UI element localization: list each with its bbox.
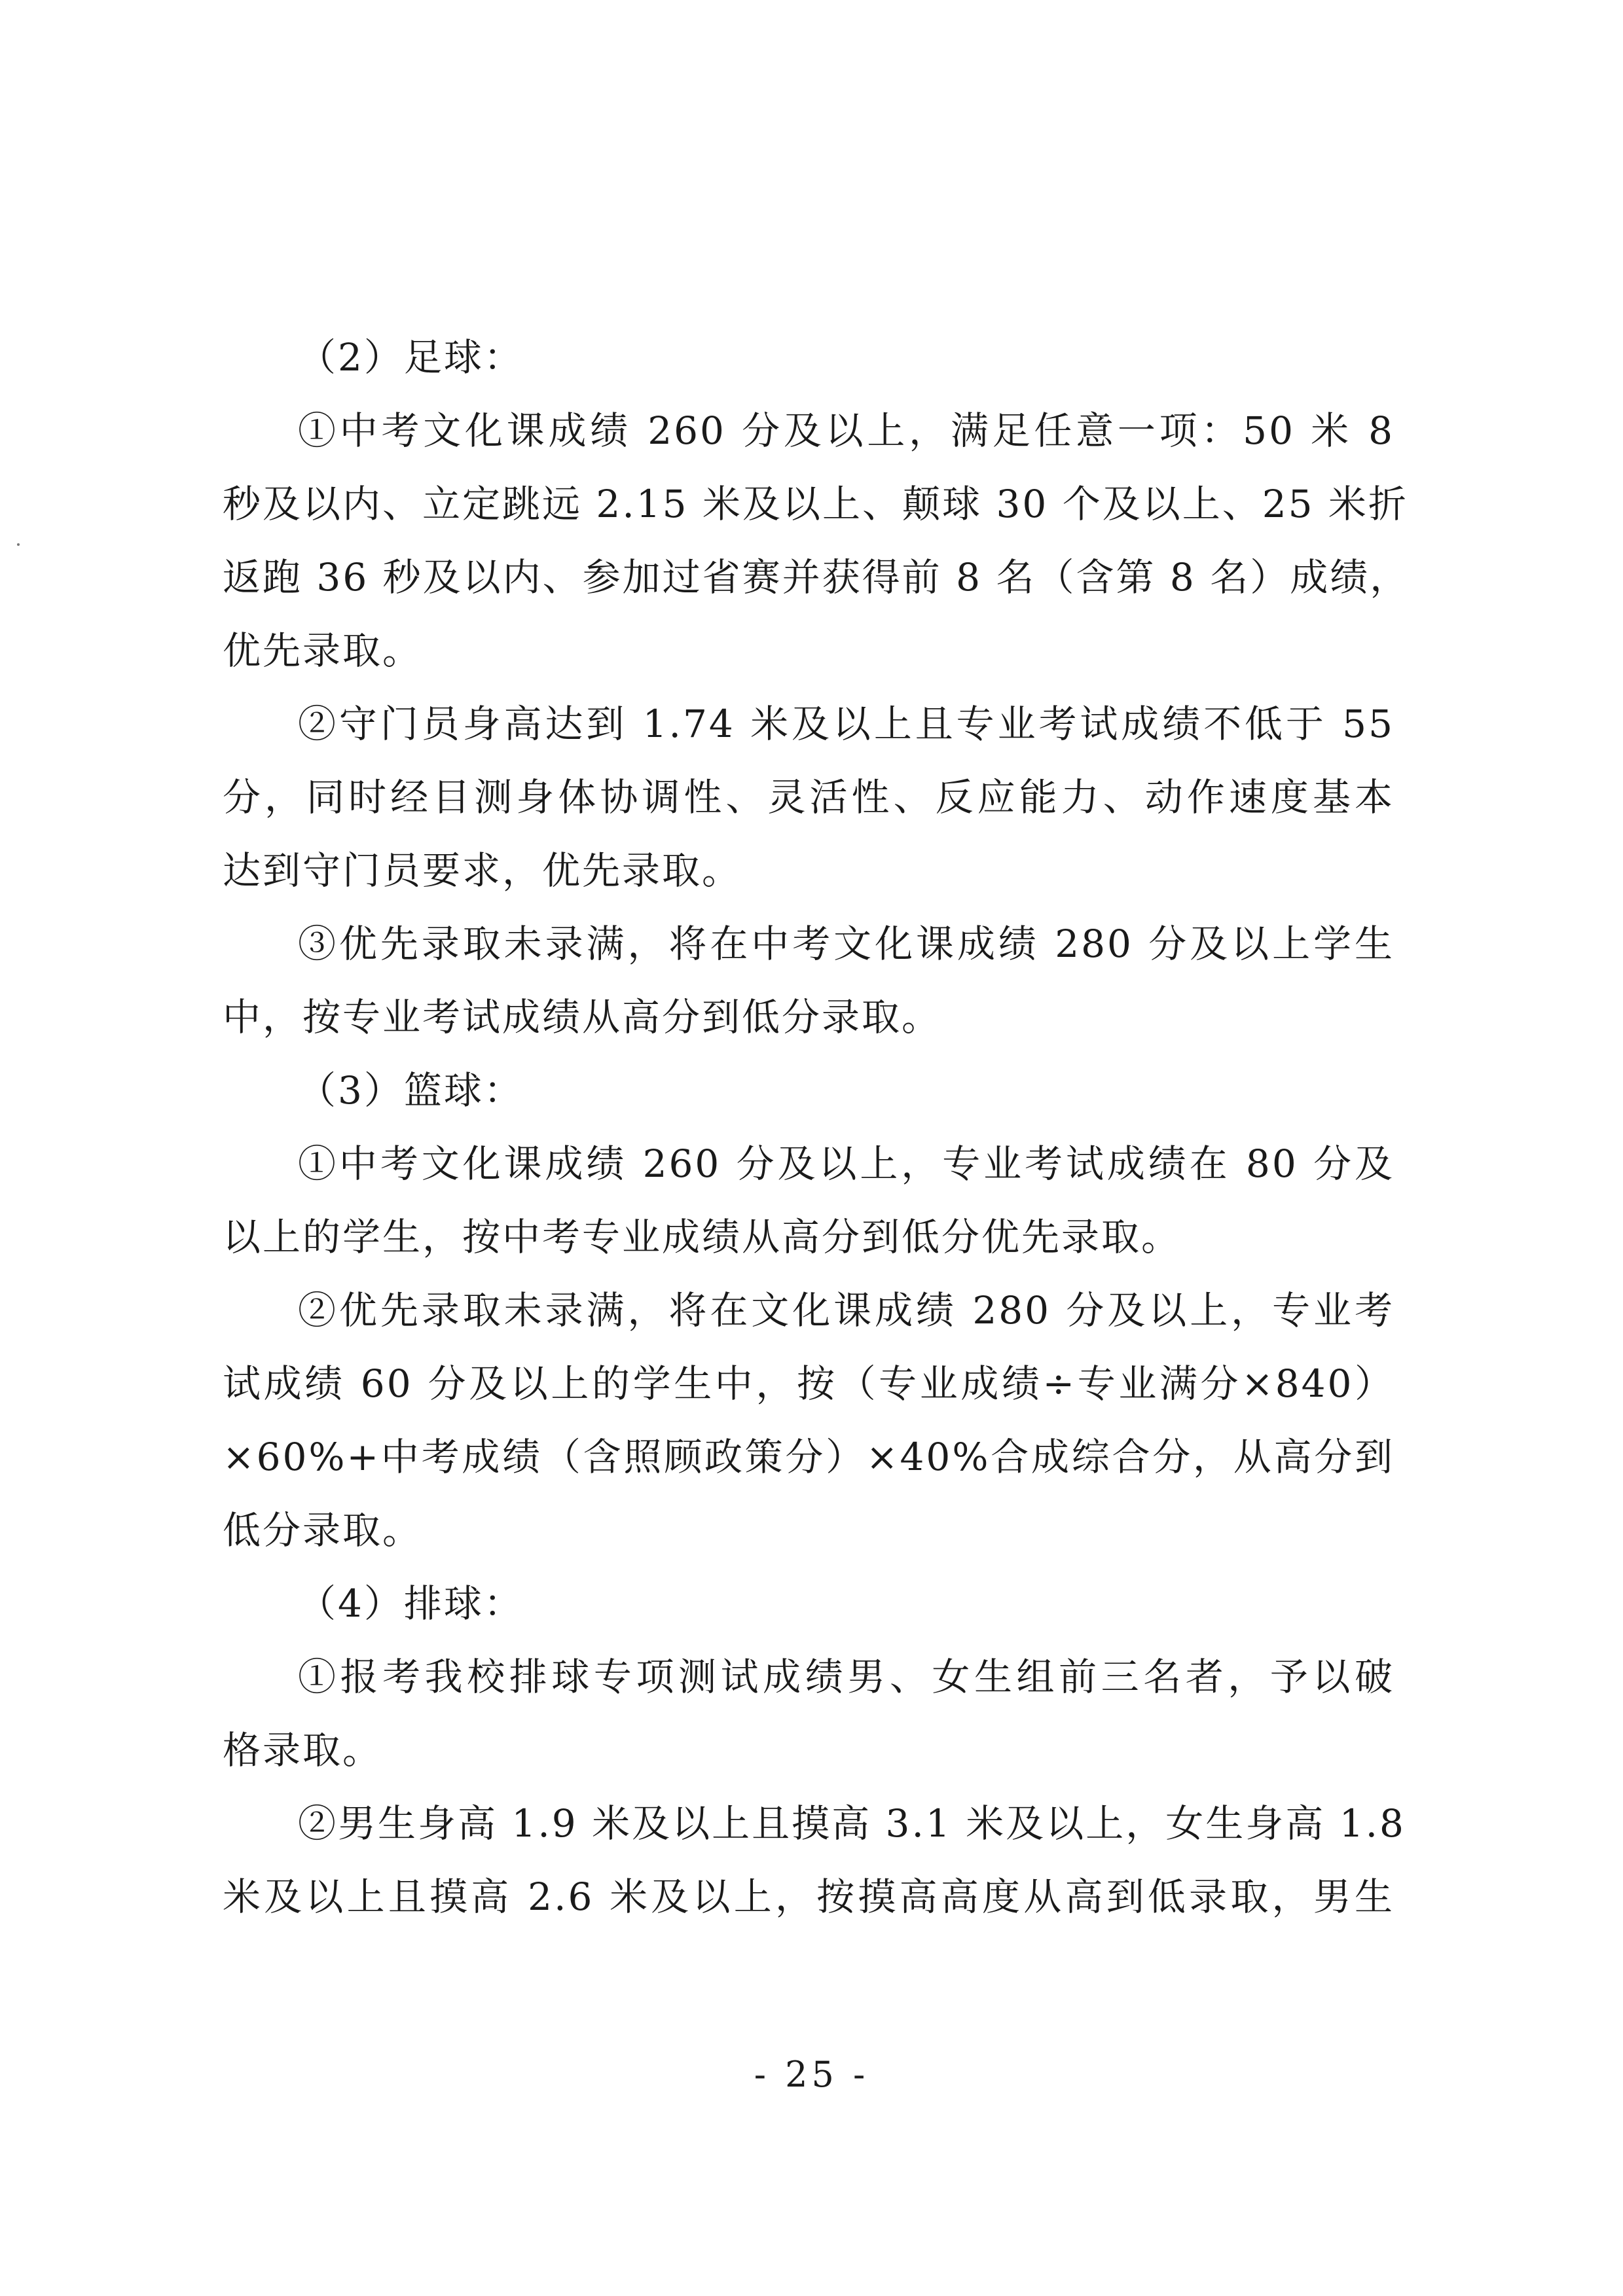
paragraph-line: ×60%+中考成绩（含照顾政策分）×40%合成综合分，从高分到 xyxy=(223,1435,1395,1479)
scan-speck xyxy=(17,543,20,546)
paragraph-line: 试成绩 60 分及以上的学生中，按（专业成绩÷专业满分×840） xyxy=(223,1361,1395,1406)
paragraph-line: ①报考我校排球专项测试成绩男、女生组前三名者，予以破 xyxy=(298,1655,1395,1699)
paragraph-line: ③优先录取未录满，将在中考文化课成绩 280 分及以上学生 xyxy=(298,922,1395,966)
paragraph-line: 米及以上且摸高 2.6 米及以上，按摸高高度从高到低录取，男生 xyxy=(223,1874,1395,1919)
paragraph-line: 中，按专业考试成绩从高分到低分录取。 xyxy=(223,995,942,1039)
paragraph-line: 分，同时经目测身体协调性、灵活性、反应能力、动作速度基本 xyxy=(223,775,1395,819)
paragraph-line: 达到守门员要求，优先录取。 xyxy=(223,848,742,893)
section-heading-football: （2）足球： xyxy=(298,335,524,380)
page-number: - 25 - xyxy=(754,2054,869,2095)
paragraph-line: 返跑 36 秒及以内、参加过省赛并获得前 8 名（含第 8 名）成绩， xyxy=(223,555,1410,600)
paragraph-line: ②男生身高 1.9 米及以上且摸高 3.1 米及以上，女生身高 1.8 xyxy=(298,1801,1406,1846)
section-heading-basketball: （3）篮球： xyxy=(298,1068,524,1113)
paragraph-line: 以上的学生，按中考专业成绩从高分到低分优先录取。 xyxy=(223,1215,1182,1259)
paragraph-line: 格录取。 xyxy=(223,1728,383,1772)
paragraph-line: 低分录取。 xyxy=(223,1508,423,1552)
paragraph-line: ②守门员身高达到 1.74 米及以上且专业考试成绩不低于 55 xyxy=(298,702,1395,746)
section-heading-volleyball: （4）排球： xyxy=(298,1581,524,1626)
paragraph-line: ②优先录取未录满，将在文化课成绩 280 分及以上，专业考 xyxy=(298,1288,1395,1333)
paragraph-line: ①中考文化课成绩 260 分及以上，专业考试成绩在 80 分及 xyxy=(298,1141,1395,1186)
paragraph-line: 秒及以内、立定跳远 2.15 米及以上、颠球 30 个及以上、25 米折 xyxy=(223,482,1408,526)
paragraph-line: 优先录取。 xyxy=(223,628,423,673)
paragraph-line: ①中考文化课成绩 260 分及以上，满足任意一项：50 米 8 xyxy=(298,408,1395,453)
